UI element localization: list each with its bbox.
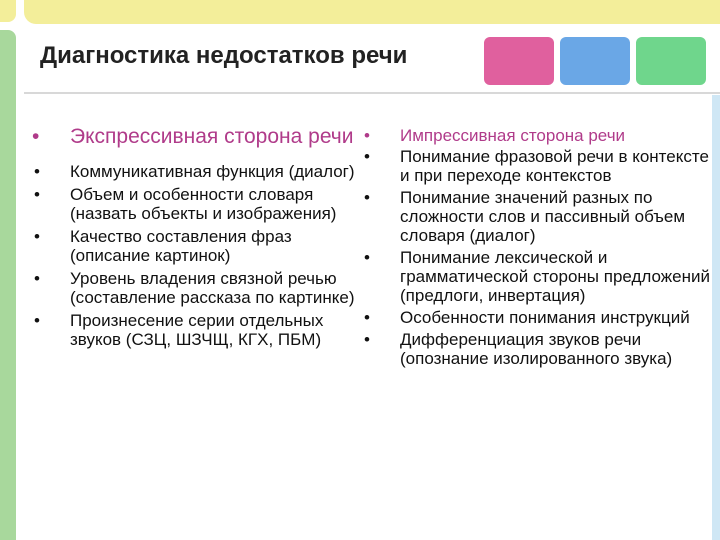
frame-right-strip-decoration: [712, 95, 720, 540]
expressive-speech-heading: • Экспрессивная сторона речи: [28, 126, 358, 148]
expressive-speech-column: [28, 126, 358, 353]
frame-top-left-decoration: [0, 0, 16, 22]
list-item: • Понимание значений разных по сложности слов и пассивный объем словаря (диалог): [360, 188, 710, 245]
list-item: • Особенности понимания инструкций: [360, 308, 710, 327]
green-square-decoration: [636, 37, 706, 85]
frame-top-bar-decoration: [24, 0, 720, 24]
list-item: • Уровень владения связной речью (составление рассказа по картинке): [28, 269, 358, 307]
list-item: • Понимание фразовой речи в контексте и при переходе контекстов: [360, 147, 710, 185]
impressive-speech-heading: • Импрессивная сторона речи: [360, 126, 710, 145]
impressive-speech-list: [360, 126, 710, 368]
impressive-speech-column: [360, 126, 710, 371]
pink-square-decoration: [484, 37, 554, 85]
list-item: • Понимание лексической и грамматической стороны предложений (предлоги, инвертация): [360, 248, 710, 305]
title-divider: [24, 92, 720, 94]
frame-left-bar-decoration: [0, 30, 16, 540]
list-item: • Объем и особенности словаря (назвать объекты и изображения): [28, 185, 358, 223]
blue-square-decoration: [560, 37, 630, 85]
list-item: • Качество составления фраз (описание картинок): [28, 227, 358, 265]
expressive-speech-list: [28, 126, 358, 349]
list-item: • Коммуникативная функция (диалог): [28, 162, 358, 181]
list-item: • Дифференциация звуков речи (опознание изолированного звука): [360, 330, 710, 368]
slide-title: Диагностика недостатков речи: [40, 42, 408, 69]
list-item: • Произнесение серии отдельных звуков (СЗЦ, ШЗЧЩ, КГХ, ПБМ): [28, 311, 358, 349]
